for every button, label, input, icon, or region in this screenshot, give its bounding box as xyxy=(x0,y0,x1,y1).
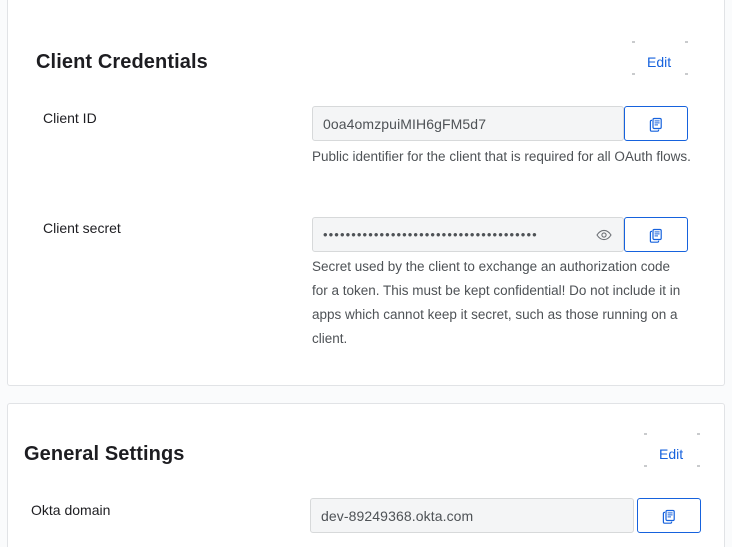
client-secret-masked-value: •••••••••••••••••••••••••••••••••••••• xyxy=(323,227,538,242)
general-settings-title: General Settings xyxy=(24,443,185,465)
copy-client-secret-button[interactable] xyxy=(624,217,688,252)
copy-icon xyxy=(661,508,677,524)
client-secret-field[interactable] xyxy=(312,217,624,252)
client-secret-label: Client secret xyxy=(43,220,121,236)
copy-okta-domain-button[interactable] xyxy=(637,498,701,533)
edit-general-settings-link[interactable]: Edit xyxy=(659,446,684,462)
eye-icon-glyph xyxy=(596,229,612,241)
client-id-field[interactable] xyxy=(312,106,624,141)
eye-icon[interactable] xyxy=(595,226,613,244)
okta-domain-label: Okta domain xyxy=(31,502,111,518)
okta-domain-value: dev-89249368.okta.com xyxy=(321,507,474,524)
client-id-help-text: Public identifier for the client that is required for all OAuth flows. xyxy=(312,149,691,164)
okta-domain-field[interactable] xyxy=(310,498,634,533)
copy-icon xyxy=(648,116,664,132)
client-credentials-title: Client Credentials xyxy=(36,51,208,73)
copy-icon xyxy=(648,227,664,243)
client-id-value: 0oa4omzpuiMIH6gFM5d7 xyxy=(323,115,487,132)
edit-client-credentials-link[interactable]: Edit xyxy=(647,54,672,70)
copy-client-id-button[interactable] xyxy=(624,106,688,141)
client-secret-help-text: Secret used by the client to exchange an authorization code for a token. This must be kept confidential! Do not include it in apps which cannot keep it secret, such as those running on a client. xyxy=(312,259,681,346)
client-id-label: Client ID xyxy=(43,110,97,126)
